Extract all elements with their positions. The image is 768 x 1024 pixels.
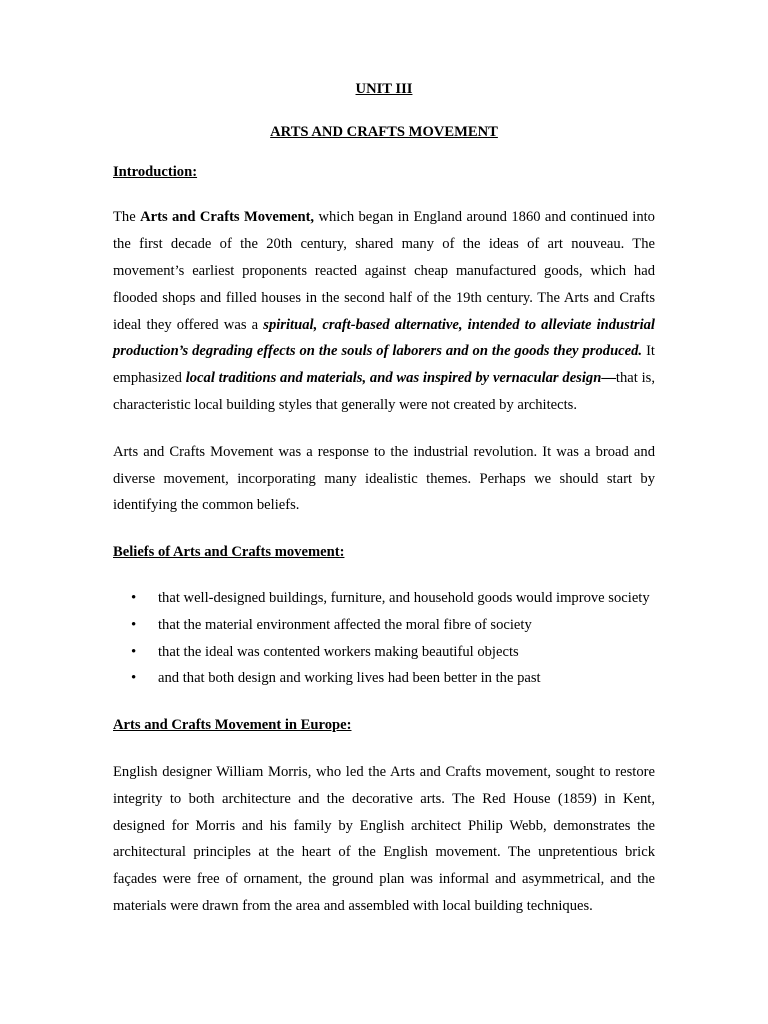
- europe-heading: Arts and Crafts Movement in Europe:: [113, 717, 352, 734]
- list-item: • that the material environment affected the moral fibre of society: [113, 612, 655, 639]
- intro-text-2: which began in England around 1860 and continued into the first decade of the 20th century, shared many of the ideas of art nouveau. The movement’s earliest proponents reacted against cheap manufactured goods, which had flooded shops and filled houses in the second half of the 19th century. The Arts and Crafts ideal they offered was a: [113, 209, 655, 333]
- document-page: [113, 76, 655, 920]
- introduction-heading: Introduction:: [113, 163, 198, 180]
- intro-text-3: It emphasized: [113, 343, 655, 387]
- beliefs-heading: Beliefs of Arts and Crafts movement:: [113, 544, 345, 561]
- unit-title: UNIT III: [355, 81, 413, 97]
- intro-emphasis-1: spiritual, craft-based alternative, intended to alleviate industrial production’s degrading effects on the souls of laborers and on the goods they produced.: [113, 316, 655, 360]
- introduction-paragraph-1: [113, 204, 655, 418]
- list-item: • that the ideal was contented workers making beautiful objects: [113, 639, 655, 666]
- list-item: • and that both design and working lives had been better in the past: [113, 665, 655, 692]
- intro-em-dash: —: [601, 370, 616, 387]
- page-title: ARTS AND CRAFTS MOVEMENT: [270, 123, 498, 140]
- list-item: • that well-designed buildings, furniture, and household goods would improve society: [113, 585, 655, 612]
- beliefs-list: [113, 585, 655, 692]
- intro-bold-term: Arts and Crafts Movement,: [140, 209, 315, 226]
- europe-paragraph-1: English designer William Morris, who led the Arts and Crafts movement, sought to restore integrity to both architecture and the decorative arts. The Red House (1859) in Kent, designed for Morris and his family by English architect Philip Webb, demonstrates the architectural principles at the heart of the English movement. The unpretentious brick façades were free of ornament, the ground plan was informal and asymmetrical, and the materials were drawn from the area and assembled with local building techniques.: [113, 763, 655, 914]
- intro-emphasis-2: local traditions and materials, and was inspired by vernacular design: [185, 370, 602, 387]
- intro-text-1: The: [113, 209, 141, 226]
- introduction-paragraph-2: Arts and Crafts Movement was a response to the industrial revolution. It was a broad and diverse movement, incorporating many idealistic themes. Perhaps we should start by identifying the common beliefs.: [113, 443, 655, 514]
- intro-text-4: that is, characteristic local building styles that generally were not created by architects.: [113, 370, 655, 413]
